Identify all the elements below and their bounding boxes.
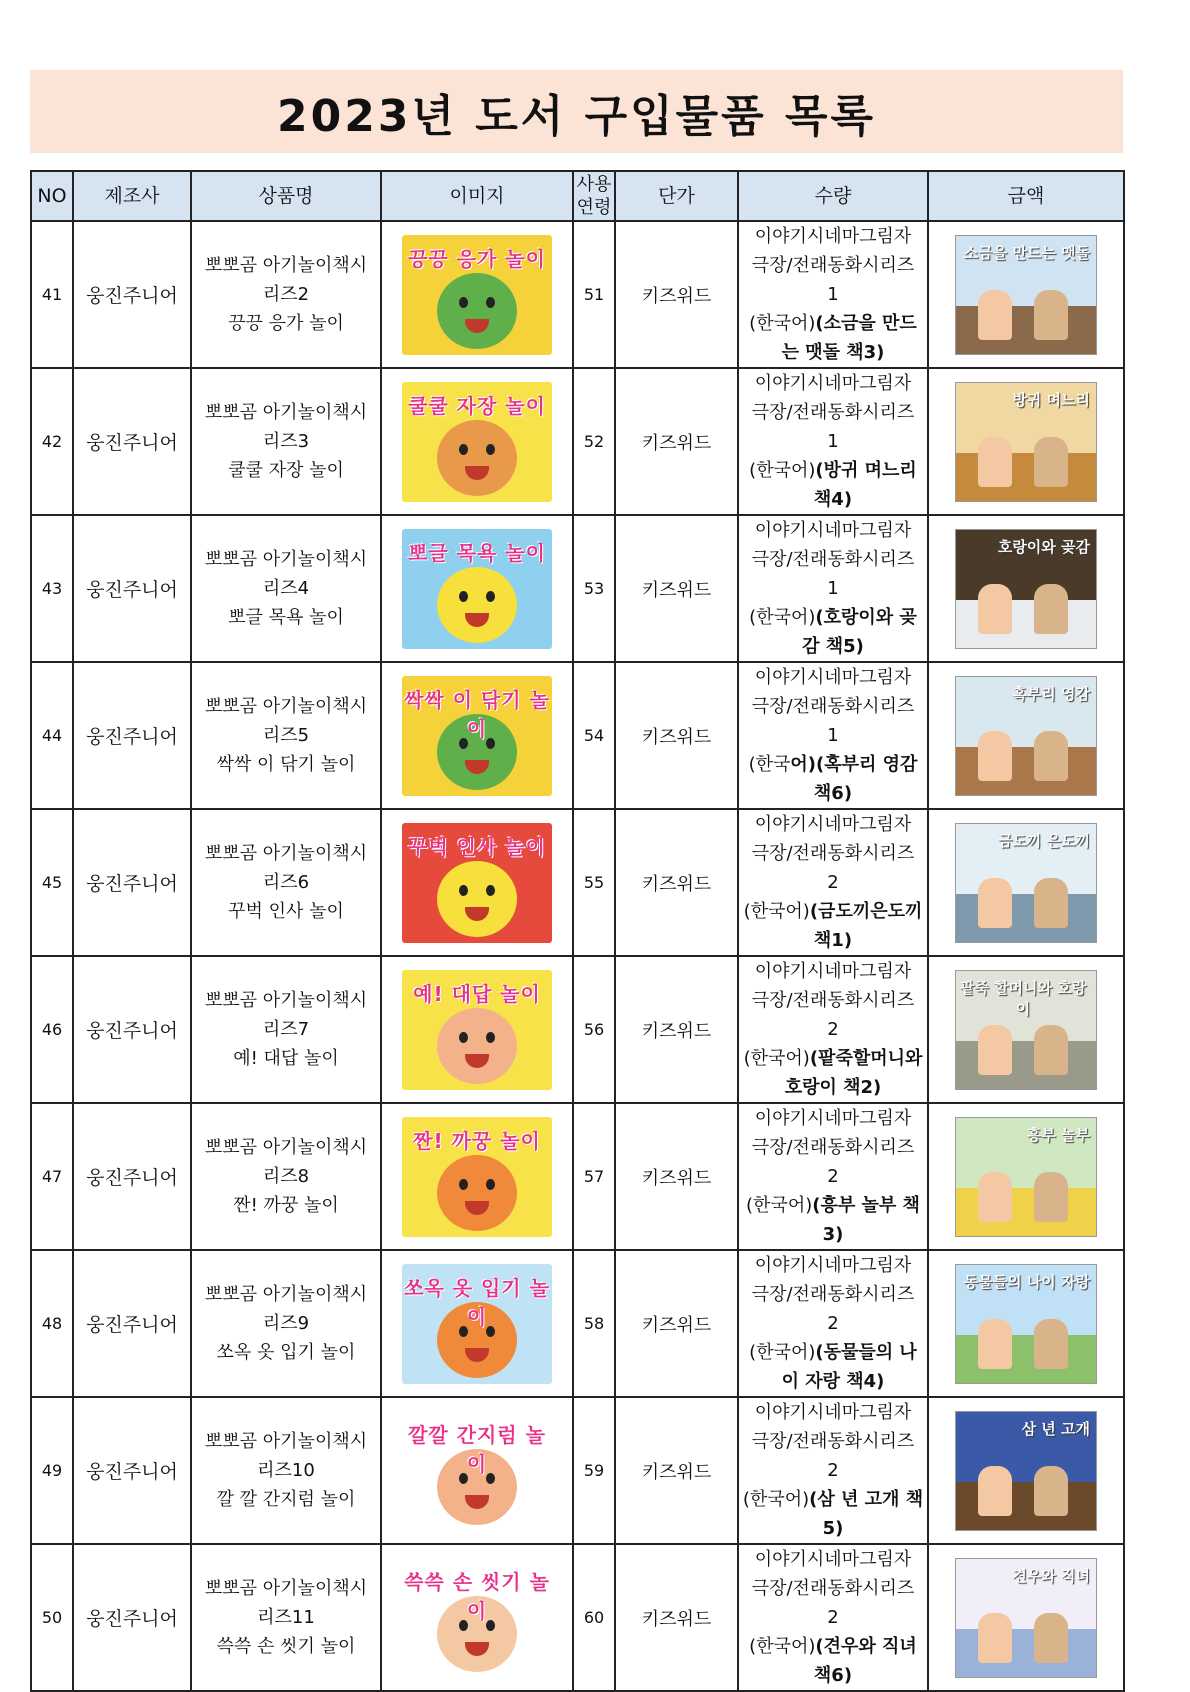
table-row	[31, 1544, 1124, 1691]
qty-book-title: (팥죽할머니와호랑이 책2)	[784, 1048, 923, 1098]
cell-amount	[928, 368, 1124, 515]
book-ground	[956, 600, 1096, 647]
cell-image	[381, 956, 573, 1103]
book-figure	[978, 1319, 1012, 1369]
cell-qty: 이야기시네마그림자 극장/전래동화시리즈 2 (한국어)(견우와 직녀 책6)	[738, 1544, 928, 1691]
header-maker: 제조사	[73, 171, 191, 221]
book-figure	[1034, 437, 1068, 487]
book-figure	[978, 878, 1012, 928]
book-figure	[1034, 1319, 1068, 1369]
cell-price: 키즈위드	[615, 515, 738, 662]
cell-product: 뽀뽀곰 아기놀이책시 리즈10 깔 깔 간지럼 놀이	[191, 1397, 381, 1544]
storybook-cover-image	[955, 1411, 1097, 1531]
cell-age: 57	[573, 1103, 615, 1250]
cell-price: 키즈위드	[615, 1544, 738, 1691]
qty-book-title: (금도끼은도끼책1)	[809, 901, 923, 951]
cell-no: 42	[31, 368, 73, 515]
cover-eye	[459, 444, 468, 455]
cover-title: 예! 대답 놀이	[413, 981, 541, 1006]
cell-image	[381, 221, 573, 368]
product-cover-image	[402, 970, 552, 1090]
book-figure	[1034, 731, 1068, 781]
cell-product: 뽀뽀곰 아기놀이책시 리즈6 꾸벅 인사 놀이	[191, 809, 381, 956]
purchase-table	[30, 170, 1125, 1692]
qty-book-title: (소금을 만드는 맷돌 책3)	[781, 313, 917, 363]
product-cover-image	[402, 382, 552, 502]
book-figure	[978, 1025, 1012, 1075]
cell-qty: 이야기시네마그림자 극장/전래동화시리즈 1 (한국어)(혹부리 영감 책6)	[738, 662, 928, 809]
product-cover-image	[402, 1411, 552, 1531]
cover-eye	[486, 885, 495, 896]
table-row	[31, 1103, 1124, 1250]
product-cover-image	[402, 823, 552, 943]
book-title: 흥부 놀부	[1026, 1125, 1090, 1144]
cell-maker: 웅진주니어	[73, 809, 191, 956]
cover-eye	[486, 297, 495, 308]
storybook-cover-image	[955, 970, 1097, 1090]
book-figure	[1034, 1613, 1068, 1663]
cell-no: 47	[31, 1103, 73, 1250]
cell-age: 53	[573, 515, 615, 662]
cell-amount	[928, 1103, 1124, 1250]
cover-eye	[486, 591, 495, 602]
header-qty: 수량	[738, 171, 928, 221]
book-ground	[956, 1188, 1096, 1235]
cover-character	[437, 567, 517, 643]
book-ground	[956, 1041, 1096, 1088]
cell-maker: 웅진주니어	[73, 662, 191, 809]
book-figure	[978, 290, 1012, 340]
cell-age: 51	[573, 221, 615, 368]
cell-product: 뽀뽀곰 아기놀이책시 리즈7 예! 대답 놀이	[191, 956, 381, 1103]
cell-amount	[928, 1250, 1124, 1397]
book-ground	[956, 453, 1096, 500]
book-figure	[978, 584, 1012, 634]
cell-price: 키즈위드	[615, 1250, 738, 1397]
book-ground	[956, 306, 1096, 353]
book-figure	[978, 1466, 1012, 1516]
cell-maker: 웅진주니어	[73, 1544, 191, 1691]
storybook-cover-image	[955, 235, 1097, 355]
cell-price: 키즈위드	[615, 1103, 738, 1250]
cell-product: 뽀뽀곰 아기놀이책시 리즈5 싹싹 이 닦기 놀이	[191, 662, 381, 809]
cell-amount	[928, 809, 1124, 956]
cover-character	[437, 273, 517, 349]
cell-no: 43	[31, 515, 73, 662]
cell-age: 60	[573, 1544, 615, 1691]
cell-maker: 웅진주니어	[73, 515, 191, 662]
qty-book-title: (흥부 놀부 책3)	[812, 1195, 920, 1245]
qty-book-title: (견우와 직녀 책6)	[813, 1636, 917, 1686]
book-ground	[956, 1629, 1096, 1676]
page-title: 2023년 도서 구입물품 목록	[277, 90, 876, 142]
header-product: 상품명	[191, 171, 381, 221]
cover-title: 끙끙 응가 놀이	[408, 246, 546, 271]
cover-mouth	[465, 907, 489, 921]
book-figure	[1034, 878, 1068, 928]
cell-no: 45	[31, 809, 73, 956]
book-title: 방귀 며느리	[1012, 390, 1090, 409]
cover-mouth	[465, 1642, 489, 1656]
cell-no: 41	[31, 221, 73, 368]
cell-age: 52	[573, 368, 615, 515]
cover-mouth	[465, 1054, 489, 1068]
cell-price: 키즈위드	[615, 956, 738, 1103]
book-title: 호랑이와 곶감	[997, 537, 1090, 556]
cover-title: 꾸벅 인사 놀이	[408, 834, 546, 859]
cover-title: 쓱쓱 손 씻기 놀이	[404, 1569, 550, 1623]
cover-title: 쿨쿨 자장 놀이	[408, 393, 546, 418]
qty-book-title: (방귀 며느리 책4)	[813, 460, 917, 510]
cell-image	[381, 1103, 573, 1250]
table-row	[31, 1250, 1124, 1397]
product-cover-image	[402, 235, 552, 355]
product-cover-image	[402, 1117, 552, 1237]
cover-mouth	[465, 1201, 489, 1215]
book-title: 동물들의 나이 자랑	[963, 1272, 1090, 1291]
cover-eye	[486, 1032, 495, 1043]
table-row	[31, 368, 1124, 515]
cell-amount	[928, 515, 1124, 662]
cover-eye	[459, 1032, 468, 1043]
cell-amount	[928, 1397, 1124, 1544]
cover-character	[437, 861, 517, 937]
cell-age: 58	[573, 1250, 615, 1397]
cell-qty: 이야기시네마그림자 극장/전래동화시리즈 1 (한국어)(방귀 며느리 책4)	[738, 368, 928, 515]
cover-mouth	[465, 760, 489, 774]
cell-amount	[928, 662, 1124, 809]
book-title: 견우와 직녀	[1012, 1566, 1090, 1585]
cover-mouth	[465, 613, 489, 627]
book-figure	[1034, 290, 1068, 340]
book-title: 소금을 만드는 맷돌	[963, 243, 1090, 262]
book-title: 삼 년 고개	[1021, 1419, 1090, 1438]
book-figure	[1034, 584, 1068, 634]
qty-book-title: (삼 년 고개 책5)	[809, 1489, 924, 1539]
cover-eye	[459, 591, 468, 602]
storybook-cover-image	[955, 823, 1097, 943]
storybook-cover-image	[955, 1558, 1097, 1678]
cover-eye	[459, 885, 468, 896]
cover-mouth	[465, 1495, 489, 1509]
cover-title: 싹싹 이 닦기 놀이	[404, 687, 550, 741]
table-row	[31, 956, 1124, 1103]
cell-maker: 웅진주니어	[73, 1250, 191, 1397]
book-figure	[1034, 1466, 1068, 1516]
cell-image	[381, 809, 573, 956]
cell-image	[381, 1397, 573, 1544]
cover-character	[437, 1008, 517, 1084]
cover-eye	[459, 297, 468, 308]
book-figure	[978, 1172, 1012, 1222]
cell-price: 키즈위드	[615, 1397, 738, 1544]
storybook-cover-image	[955, 676, 1097, 796]
table-row	[31, 515, 1124, 662]
header-amount: 금액	[928, 171, 1124, 221]
cell-image	[381, 515, 573, 662]
cell-price: 키즈위드	[615, 662, 738, 809]
cell-no: 46	[31, 956, 73, 1103]
header-row	[31, 171, 1124, 221]
cell-product: 뽀뽀곰 아기놀이책시 리즈4 뽀글 목욕 놀이	[191, 515, 381, 662]
cell-age: 54	[573, 662, 615, 809]
cell-product: 뽀뽀곰 아기놀이책시 리즈11 쓱쓱 손 씻기 놀이	[191, 1544, 381, 1691]
cover-title: 쏘옥 옷 입기 놀이	[404, 1275, 550, 1329]
cell-no: 50	[31, 1544, 73, 1691]
cell-maker: 웅진주니어	[73, 1397, 191, 1544]
book-ground	[956, 894, 1096, 941]
cell-amount	[928, 956, 1124, 1103]
cover-eye	[486, 1179, 495, 1190]
qty-book-title: (동물들의 나이 자랑 책4)	[781, 1342, 917, 1392]
cell-qty: 이야기시네마그림자 극장/전래동화시리즈 2 (한국어)(금도끼은도끼책1)	[738, 809, 928, 956]
cover-eye	[486, 444, 495, 455]
cell-no: 49	[31, 1397, 73, 1544]
cell-image	[381, 1250, 573, 1397]
header-image: 이미지	[381, 171, 573, 221]
table-row	[31, 662, 1124, 809]
cover-title: 짠! 까꿍 놀이	[413, 1128, 541, 1153]
cell-product: 뽀뽀곰 아기놀이책시 리즈8 짠! 까꿍 놀이	[191, 1103, 381, 1250]
cover-character	[437, 420, 517, 496]
cell-image	[381, 662, 573, 809]
cell-no: 48	[31, 1250, 73, 1397]
storybook-cover-image	[955, 1117, 1097, 1237]
book-title: 팥죽 할머니와 호랑이	[959, 978, 1087, 1018]
cell-maker: 웅진주니어	[73, 956, 191, 1103]
cell-product: 뽀뽀곰 아기놀이책시 리즈2 끙끙 응가 놀이	[191, 221, 381, 368]
book-figure	[978, 731, 1012, 781]
book-figure	[978, 1613, 1012, 1663]
book-title: 금도끼 은도끼	[997, 831, 1090, 850]
product-cover-image	[402, 676, 552, 796]
cell-product: 뽀뽀곰 아기놀이책시 리즈3 쿨쿨 자장 놀이	[191, 368, 381, 515]
book-figure	[978, 437, 1012, 487]
cover-title: 깔깔 간지럼 놀이	[408, 1422, 546, 1476]
product-cover-image	[402, 1558, 552, 1678]
book-figure	[1034, 1025, 1068, 1075]
qty-book-title: (호랑이와 곶감 책5)	[802, 607, 917, 657]
cover-character	[437, 1155, 517, 1231]
cover-title: 뽀글 목욕 놀이	[408, 540, 546, 565]
cell-age: 59	[573, 1397, 615, 1544]
cover-mouth	[465, 1348, 489, 1362]
cell-no: 44	[31, 662, 73, 809]
title-banner	[30, 70, 1123, 153]
cell-image	[381, 1544, 573, 1691]
cell-price: 키즈위드	[615, 809, 738, 956]
cell-maker: 웅진주니어	[73, 221, 191, 368]
cell-qty: 이야기시네마그림자 극장/전래동화시리즈 2 (한국어)(흥부 놀부 책3)	[738, 1103, 928, 1250]
cell-amount	[928, 1544, 1124, 1691]
cell-age: 55	[573, 809, 615, 956]
cell-maker: 웅진주니어	[73, 1103, 191, 1250]
table-row	[31, 809, 1124, 956]
cover-mouth	[465, 319, 489, 333]
cell-age: 56	[573, 956, 615, 1103]
cell-qty: 이야기시네마그림자 극장/전래동화시리즈 2 (한국어)(팥죽할머니와호랑이 책2)	[738, 956, 928, 1103]
book-ground	[956, 1482, 1096, 1529]
product-cover-image	[402, 1264, 552, 1384]
storybook-cover-image	[955, 1264, 1097, 1384]
product-cover-image	[402, 529, 552, 649]
table-row	[31, 221, 1124, 368]
cell-product: 뽀뽀곰 아기놀이책시 리즈9 쏘옥 옷 입기 놀이	[191, 1250, 381, 1397]
header-no: NO	[31, 171, 73, 221]
cell-amount	[928, 221, 1124, 368]
book-figure	[1034, 1172, 1068, 1222]
cell-qty: 이야기시네마그림자 극장/전래동화시리즈 1 (한국어)(소금을 만드는 맷돌 책3)	[738, 221, 928, 368]
header-price: 단가	[615, 171, 738, 221]
cell-image	[381, 368, 573, 515]
header-age: 사용 연령	[573, 171, 615, 221]
cell-price: 키즈위드	[615, 221, 738, 368]
book-ground	[956, 1335, 1096, 1382]
cell-maker: 웅진주니어	[73, 368, 191, 515]
cover-eye	[459, 1179, 468, 1190]
book-title: 혹부리 영감	[1012, 684, 1090, 703]
cell-price: 키즈위드	[615, 368, 738, 515]
storybook-cover-image	[955, 529, 1097, 649]
storybook-cover-image	[955, 382, 1097, 502]
cover-mouth	[465, 466, 489, 480]
cell-qty: 이야기시네마그림자 극장/전래동화시리즈 2 (한국어)(삼 년 고개 책5)	[738, 1397, 928, 1544]
cell-qty: 이야기시네마그림자 극장/전래동화시리즈 2 (한국어)(동물들의 나이 자랑 책4)	[738, 1250, 928, 1397]
book-ground	[956, 747, 1096, 794]
table-row	[31, 1397, 1124, 1544]
qty-book-title: 어)(혹부리 영감 책6)	[790, 754, 918, 804]
cell-qty: 이야기시네마그림자 극장/전래동화시리즈 1 (한국어)(호랑이와 곶감 책5)	[738, 515, 928, 662]
